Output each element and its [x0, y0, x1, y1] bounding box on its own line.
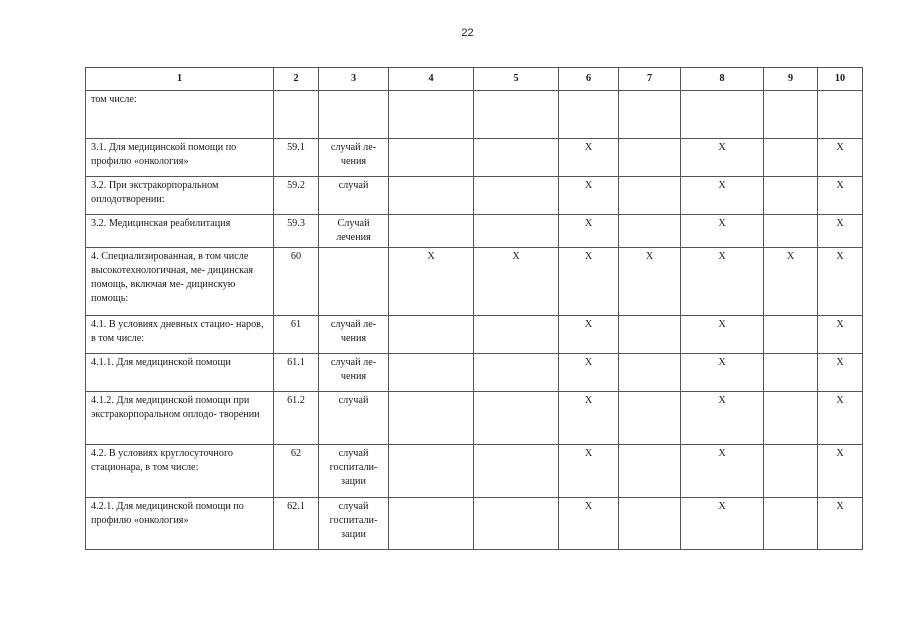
mark-cell: X	[818, 316, 863, 354]
mark-cell	[619, 445, 681, 498]
row-unit-cell: случай	[319, 177, 389, 215]
column-header: 7	[619, 68, 681, 91]
table-row	[86, 139, 863, 177]
mark-cell	[389, 445, 474, 498]
mark-cell: X	[681, 316, 764, 354]
mark-cell	[474, 354, 559, 392]
mark-cell: X	[681, 215, 764, 248]
mark-cell: X	[681, 445, 764, 498]
mark-cell	[764, 445, 818, 498]
header-row	[86, 68, 863, 91]
mark-cell	[474, 177, 559, 215]
mark-cell	[619, 139, 681, 177]
row-name-cell: 3.1. Для медицинской помощи по профилю «онкология»	[86, 139, 274, 177]
mark-cell	[764, 177, 818, 215]
mark-cell: X	[818, 139, 863, 177]
mark-cell	[389, 354, 474, 392]
row-unit-cell	[319, 248, 389, 316]
mark-cell: X	[818, 354, 863, 392]
mark-cell: X	[681, 392, 764, 445]
row-number-cell: 61.2	[274, 392, 319, 445]
mark-cell: X	[681, 248, 764, 316]
data-table	[85, 67, 863, 550]
row-number-cell: 59.1	[274, 139, 319, 177]
row-unit-cell: случай ле- чения	[319, 139, 389, 177]
mark-cell	[619, 316, 681, 354]
mark-cell	[764, 139, 818, 177]
mark-cell	[389, 316, 474, 354]
mark-cell	[474, 498, 559, 550]
row-name-cell: 4.1. В условиях дневных стацио- наров, в том числе:	[86, 316, 274, 354]
table-row	[86, 91, 863, 139]
row-name-cell: 4.2. В условиях круглосуточного стационара, в том числе:	[86, 445, 274, 498]
mark-cell: X	[818, 177, 863, 215]
mark-cell	[474, 316, 559, 354]
mark-cell: X	[681, 139, 764, 177]
mark-cell: X	[389, 248, 474, 316]
column-header: 10	[818, 68, 863, 91]
column-header: 5	[474, 68, 559, 91]
mark-cell: X	[559, 177, 619, 215]
row-name-cell: 4. Специализированная, в том числе высокотехнологичная, ме- дицинская помощь, включая ме- дицинскую помощь:	[86, 248, 274, 316]
mark-cell	[619, 91, 681, 139]
mark-cell: X	[559, 316, 619, 354]
mark-cell: X	[559, 354, 619, 392]
column-header: 9	[764, 68, 818, 91]
column-header: 2	[274, 68, 319, 91]
mark-cell	[764, 498, 818, 550]
mark-cell: X	[818, 215, 863, 248]
column-header: 4	[389, 68, 474, 91]
row-name-cell: 4.2.1. Для медицинской помощи по профилю «онкология»	[86, 498, 274, 550]
mark-cell	[764, 392, 818, 445]
mark-cell	[619, 177, 681, 215]
mark-cell: X	[818, 445, 863, 498]
mark-cell	[389, 498, 474, 550]
row-number-cell: 61	[274, 316, 319, 354]
mark-cell	[389, 91, 474, 139]
row-unit-cell: случай ле- чения	[319, 354, 389, 392]
mark-cell	[619, 392, 681, 445]
row-number-cell: 62	[274, 445, 319, 498]
row-unit-cell: случай госпитали- зации	[319, 445, 389, 498]
table-row	[86, 316, 863, 354]
mark-cell	[474, 91, 559, 139]
mark-cell	[619, 354, 681, 392]
mark-cell: X	[559, 392, 619, 445]
mark-cell	[474, 392, 559, 445]
mark-cell: X	[559, 139, 619, 177]
row-name-cell: 4.1.2. Для медицинской помощи при экстракорпоральном оплодо- творении	[86, 392, 274, 445]
mark-cell	[389, 392, 474, 445]
row-number-cell: 59.2	[274, 177, 319, 215]
mark-cell	[474, 139, 559, 177]
mark-cell	[474, 445, 559, 498]
page-number: 22	[461, 27, 474, 39]
column-header: 6	[559, 68, 619, 91]
mark-cell: X	[559, 215, 619, 248]
table-row	[86, 445, 863, 498]
mark-cell: X	[559, 248, 619, 316]
mark-cell	[389, 139, 474, 177]
row-unit-cell: Случай лечения	[319, 215, 389, 248]
mark-cell	[389, 177, 474, 215]
row-number-cell: 59.3	[274, 215, 319, 248]
mark-cell: X	[619, 248, 681, 316]
mark-cell	[389, 215, 474, 248]
mark-cell: X	[474, 248, 559, 316]
mark-cell	[619, 498, 681, 550]
mark-cell: X	[764, 248, 818, 316]
row-unit-cell: случай	[319, 392, 389, 445]
mark-cell: X	[681, 354, 764, 392]
row-name-cell: 3.2. Медицинская реабилитация	[86, 215, 274, 248]
mark-cell: X	[559, 445, 619, 498]
mark-cell	[764, 316, 818, 354]
mark-cell	[681, 91, 764, 139]
row-name-cell: 3.2. При экстракорпоральном оплодотворении:	[86, 177, 274, 215]
mark-cell	[559, 91, 619, 139]
mark-cell	[764, 91, 818, 139]
table-row	[86, 177, 863, 215]
mark-cell	[474, 215, 559, 248]
row-unit-cell	[319, 91, 389, 139]
mark-cell	[764, 215, 818, 248]
mark-cell	[818, 91, 863, 139]
mark-cell: X	[681, 498, 764, 550]
table-row	[86, 354, 863, 392]
row-number-cell: 60	[274, 248, 319, 316]
row-number-cell: 62.1	[274, 498, 319, 550]
row-number-cell: 61.1	[274, 354, 319, 392]
table-row	[86, 215, 863, 248]
row-unit-cell: случай ле- чения	[319, 316, 389, 354]
mark-cell: X	[818, 498, 863, 550]
mark-cell: X	[818, 248, 863, 316]
mark-cell: X	[559, 498, 619, 550]
table-row	[86, 498, 863, 550]
row-name-cell: 4.1.1. Для медицинской помощи	[86, 354, 274, 392]
table-row	[86, 392, 863, 445]
mark-cell	[619, 215, 681, 248]
table-row	[86, 248, 863, 316]
row-number-cell	[274, 91, 319, 139]
column-header: 8	[681, 68, 764, 91]
mark-cell	[764, 354, 818, 392]
mark-cell: X	[681, 177, 764, 215]
row-name-cell: том числе:	[86, 91, 274, 139]
column-header: 3	[319, 68, 389, 91]
column-header: 1	[86, 68, 274, 91]
row-unit-cell: случай госпитали- зации	[319, 498, 389, 550]
mark-cell: X	[818, 392, 863, 445]
